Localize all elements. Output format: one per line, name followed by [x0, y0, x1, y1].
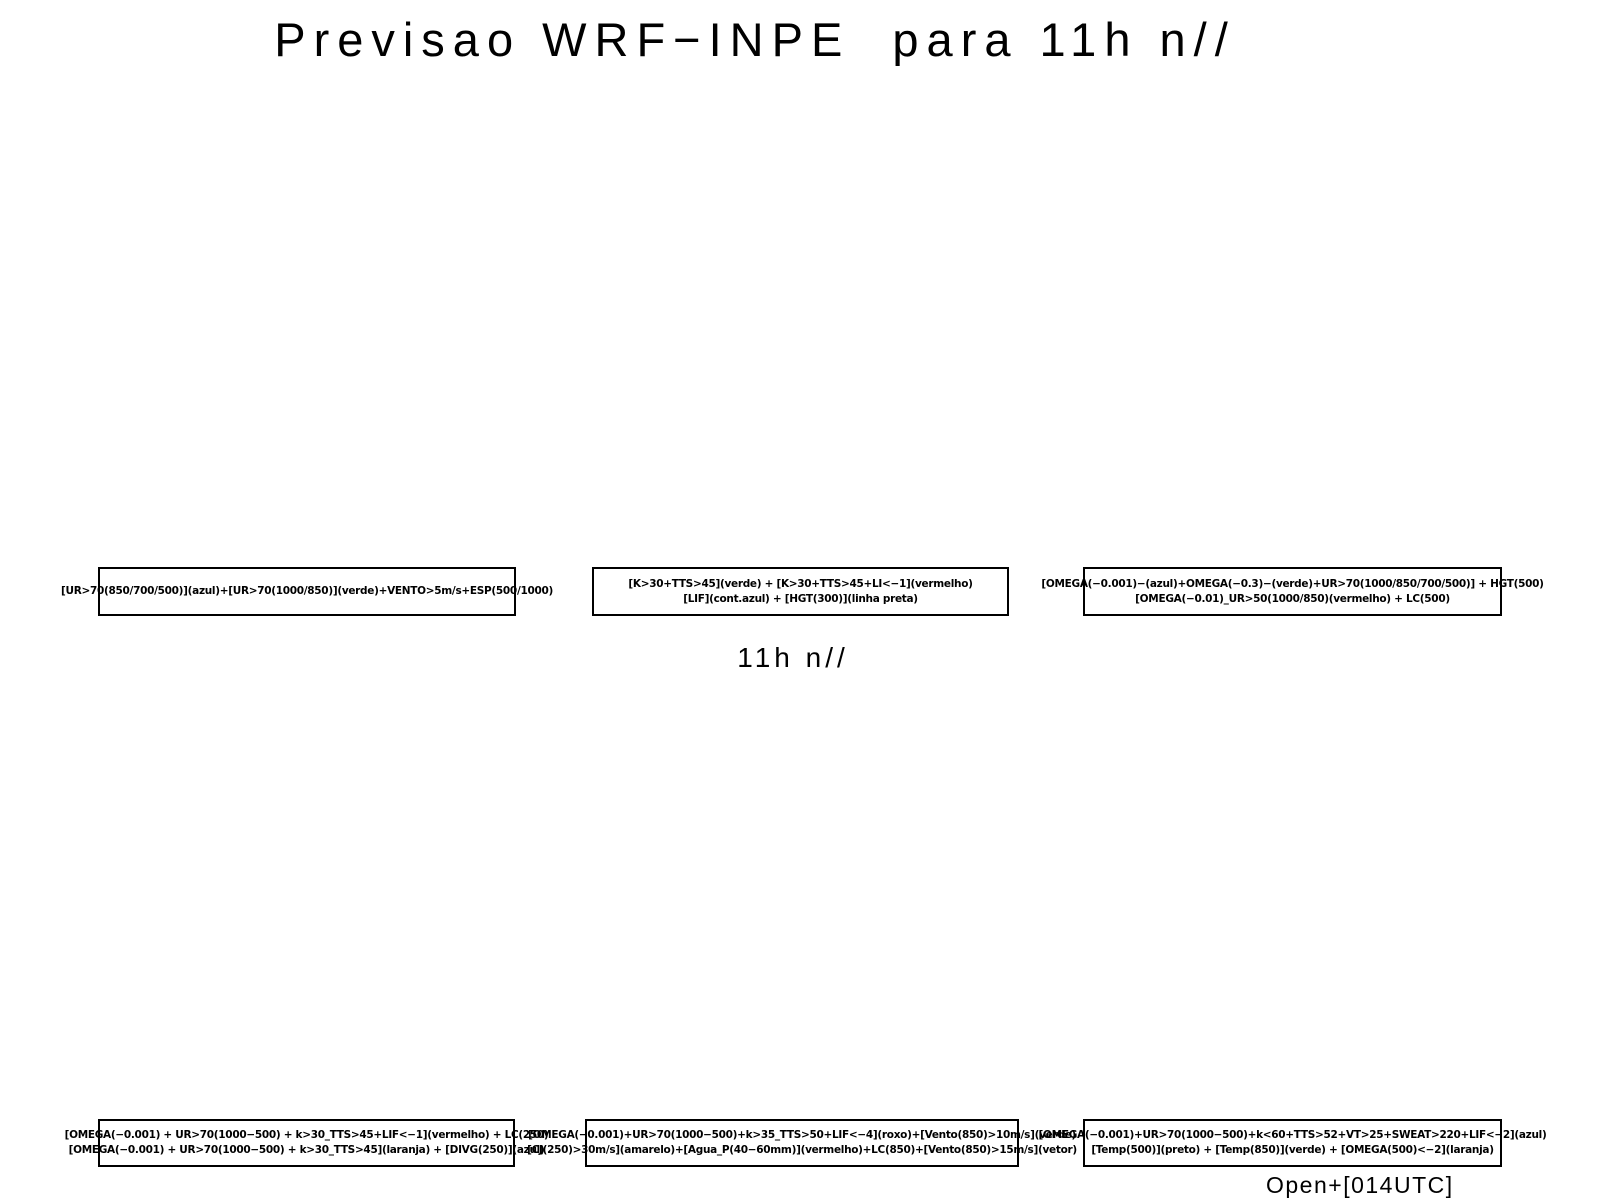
panel-caption-box-top-left [61, 567, 553, 616]
panel-caption-box-bottom-left [64, 1119, 549, 1167]
panel-caption-line: [OMEGA(−0.001)+UR>70(1000−500)+k>35_TTS>50+LIF<−4](roxo)+[Vento(850)>10m/s](verde) [528, 1129, 1076, 1142]
panel-caption-line: [OMEGA(−0.01)_UR>50(1000/850)(vermelho) + LC(500) [1135, 592, 1450, 605]
panel-caption-line: [OMEGA(−0.001)+UR>70(1000−500)+k<60+TTS>52+VT>25+SWEAT>220+LIF<−2](azul) [1038, 1129, 1547, 1142]
panel-caption-line: [OMEGA(−0.001)−(azul)+OMEGA(−0.3)−(verde)+UR>70(1000/850/700/500)] + HGT(500) [1041, 577, 1544, 590]
panel-caption-line: [OMEGA(−0.001) + UR>70(1000−500) + k>30_TTS>45+LIF<−1](vermelho) + LC(250) [64, 1129, 549, 1142]
panel-caption-line: [UR>70(850/700/500)](azul)+[UR>70(1000/850)](verde)+VENTO>5m/s+ESP(500/1000) [61, 585, 553, 598]
panel-caption-box-top-center [592, 567, 1009, 616]
footer-timestamp-label: Open+[014UTC] [1266, 1172, 1454, 1198]
panel-caption-box-bottom-center [527, 1119, 1077, 1167]
panel-caption-box-top-right [1041, 567, 1544, 616]
figure-title: Previsao WRF−INPE para 11h n// [274, 13, 1236, 66]
panel-caption-line: [Temp(500)](preto) + [Temp(850)](verde) + [OMEGA(500)<−2](laranja) [1091, 1144, 1494, 1156]
panel-caption-box-bottom-right [1038, 1119, 1547, 1167]
panel-caption-line: [LIF](cont.azul) + [HGT(300)](linha preta) [683, 592, 918, 605]
panel-caption-line: [CJ(250)>30m/s](amarelo)+[Agua_P(40−60mm)](vermelho)+LC(850)+[Vento(850)>15m/s](vetor) [527, 1144, 1077, 1156]
panel-caption-line: [OMEGA(−0.001) + UR>70(1000−500) + k>30_TTS>45](laranja) + [DIVG(250)](azul) [68, 1144, 545, 1156]
panel-caption-line: [K>30+TTS>45](verde) + [K>30+TTS>45+LI<−1](vermelho) [628, 577, 973, 590]
panel-row-label: 11h n// [737, 642, 849, 673]
